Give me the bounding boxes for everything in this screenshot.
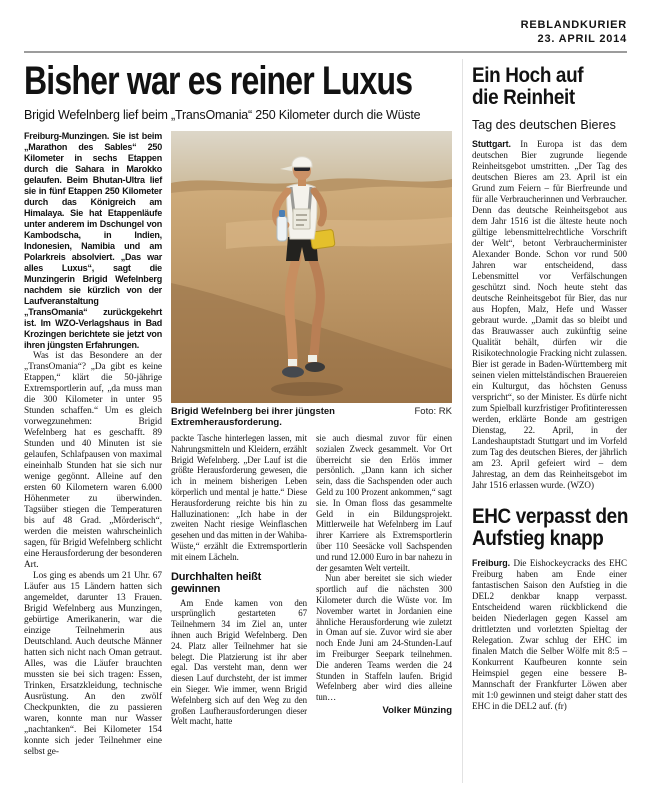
ehc-body: [472, 558, 627, 712]
page-content: [24, 59, 627, 783]
cap: [292, 157, 312, 167]
dune-highlight: [226, 217, 452, 249]
main-columns: [24, 131, 452, 783]
ehc-text: Die Eishockeycracks des EHC Freiburg haben am Ende einer fantastischen Saison den Aufstieg in die DEL2 denkbar knapp verpasst. Entscheidend waren rückblickend die beiden Niederlagen gegen Kassel am drittletzten und vorletzten Spieltag der Relegation. Zwar schlug der EHC im finalen Match die Selber Wölfe mit 8:5 – Konkurrent Kaufbeuren konnte sein Heimspiel gegen eine bessere B-Mannschaft der Frankfurter Löwen aber mit 1:0 gewinnen und steigt daher statt des EHC in die DEL2 auf. (fr): [472, 558, 628, 711]
article-transomania: [24, 59, 452, 783]
main-subheadline: Brigid Wefelnberg lief beim „TransOmania“ 250 Kilometer durch die Wüste: [24, 108, 421, 122]
race-bib: [293, 209, 310, 229]
beer-headline: [472, 65, 612, 109]
masthead-rule: [24, 51, 627, 53]
desert-scene: [171, 131, 452, 403]
beer-headline-line1: Ein Hoch auf: [472, 64, 584, 87]
ehc-headline-line2: Aufstieg knapp: [472, 527, 604, 550]
paragraph: Am Ende kamen von den ursprünglich gestarteten 67 Teilnehmern 34 im Ziel an, unter ihnen auch Brigid Wefelnberg. Den 24. Platz aller Teilnehmer hat sie belegt. Die Platzierung ist ihr aber egal. Das versteht man, denn wer diesen Lauf durchsteht, der ist immer ein Sieger. Wie immer, wenn Brigid Wefelnberg sich auf den Weg zu den großen Laufherausforderungen dieser Welt macht, hatte: [171, 597, 307, 727]
desert-runner-photo: [171, 131, 452, 403]
ehc-headline: [472, 505, 629, 550]
lead-paragraph: Freiburg-Munzingen. Sie ist beim „Marathon des Sables“ 250 Kilometer in sechs Etappen durch die Sahara in Marokko gelaufen. Beim Bhutan-Ultra lief sie in fünf Etappen 250 Kilometer durch das Königreich am Himalaya. Sie hat Etappenläufe unter anderem im Dschungel von Kambodscha, in Indien, Indonesien, Namibia und am Polarkreis absolviert. „Das war alles Luxus“, sagt die Munzingerin Brigid Wefelnberg nachdem sie kürzlich von der Laufveranstaltung „TransOmania“ zurückgekehrt ist. Im WZO-Verlagshaus in Bad Krozingen berichtete sie jetzt von ihren jüngsten Erfahrungen.: [24, 131, 162, 350]
sub-columns: [171, 433, 452, 727]
issue-date: 23. APRIL 2014: [537, 33, 627, 45]
side-column: [462, 59, 627, 783]
photo-credit: Foto: RK: [414, 406, 452, 417]
column-3: [316, 433, 452, 727]
paragraph: Was ist das Besondere an der „TransOmania“? „Da gibt es keine Etappen,“ klärt die 50-jährige Extremsportlerin auf, „da muss man die 300 Kilometer in unter 95 Stunden schaffen.“ Um es gleich vorwegzunehmen: Brigid Wefelnberg hat es geschafft. 89 Stunden und 40 Minuten ist sie gelaufen, Schlafpausen von maximal eineinhalb Stunden hat sie sich nur wenige gegönnt. Alleine auf den ersten 60 Kilometern waren 6.000 Höhenmeter zu überwinden. Tagsüber stiegen die Temperaturen bis auf 48 Grad. „Mörderisch“, werden die meisten wahrscheinlich sagen, für Brigid Wefelnberg schlicht eine Herausforderung der besonderen Art.: [24, 351, 162, 570]
photo-caption-row: [171, 403, 452, 433]
paragraph-continued: packte Tasche hinterlegen lassen, mit Nahrungsmitteln und Kleidern, erzählt Brigid Wefelnberg. „Der Lauf ist die größte Herausforderung gewesen, die ich in meinem bisherigen Leben körperlich und mental je hatte.“ Diese Herausforderung reichte bis hin zu Halluzinationen: „Ich habe in der zweiten Nacht riesige Weinflaschen gesehen und das mitten in der Wahiba-Wüste,“ erzählt die Extremsportlerin mit einem Lächeln.: [171, 433, 307, 562]
paragraph: Los ging es abends um 21 Uhr. 67 Läufer aus 15 Ländern hatten sich angemeldet, darunter 13 Frauen. Brigid Wefelnberg aus Munzingen, gebürtige Amerikanerin, war die einzige Teilnehmerin aus Deutschland. Auch deutsche Männer hatten sich nicht nach Oman getraut. Alles, was die Läufer brauchten mussten sie bei sich tragen: Essen, Trinken, Ersatzkleidung, technische Ausrüstung. An den zwölf Checkpunkten, die zu passieren waren, konnte man nur Wasser „nachtanken“. Bei Kilometer 154 konnte sich jeder Teilnehmer eine selbst ge-: [24, 571, 162, 757]
paragraph-continued: sie auch diesmal zuvor für einen sozialen Zweck gesammelt. Vor Ort überreicht sie den Erlös immer persönlich. „Dann kann ich sicher sein, dass die Sachspenden oder auch Geld zu 100 Prozent ankommen,“ sagt sie. In Oman floss das gesammelte Geld in ein Bildungsprojekt. Mittlerweile hat Wefelnberg im Lauf ihrer Karriere als Extremsportlerin über 110 Seesäcke voll Sachspenden und rund 12.000 Euro in bar nahezu in der gesamten Welt verteilt.: [316, 433, 452, 573]
paper-name: REBLANDKURIER: [520, 19, 627, 31]
shadow: [271, 382, 343, 396]
masthead: [24, 18, 627, 46]
dateline: Freiburg.: [472, 558, 511, 568]
dateline: Stuttgart.: [472, 139, 511, 149]
article-beer: [472, 65, 627, 491]
photo-and-columns: [171, 131, 452, 783]
beer-headline-line2: die Reinheit: [472, 86, 575, 109]
beer-text: In Europa ist das dem deutschen Bier zugrunde liegende Reinheitsgebot umstritten. „Der Tag des deutschen Bieres am 23. April ist ein Grund zum Feiern – für Bierfreunde und für alle Verbraucherinnen und Verbraucher. Denn das deutsche Reinheitsgebot aus dem Jahr 1516 ist die älteste heute noch gültige lebensmittelrechtliche Vorschrift der Welt“, betont Verbraucherminister Alexander Bonde. Schon vor rund 500 Jahren war entscheidend, dass Lebensmittel vor Verfälschungen geschützt sind. Noch heute steht das deutsche Reinheitsgebot für Bier, das nur aus Hopfen, Malz, Hefe und Wasser gebraut wurde. „Damit das so bleibt und das Brauwasser auch zukünftig seine Qualität behält, dürfen wir die Risikotechnologie Fracking nicht zulassen. Bier ist gerade in Baden-Württemberg mit seinen vielen mittelständischen Brauereien ein Kulturgut, das höchsten Genuss verspricht“, so der Minister. Es dürfe nicht zum Spielball kurzfristiger Profitinteressen werden, erklärte Bonde am gestrigen Dienstag, 22. April, in der Landeshauptstadt Stuttgart und im Vorfeld zum Tag des deutschen Bieres, der jährlich am 23. April gefeiert wird – dem Jahrestag, an dem das Reinheitsgebot im Jahr 1516 erlassen wurde. (WZO): [472, 139, 627, 490]
bottle-cap: [279, 210, 285, 217]
paragraph: Nun aber bereitet sie sich wieder sportlich auf die nächsten 300 Kilometer durch die Wüste vor. Im November wartet in Jordanien eine ähnliche Herausforderung wie zuletzt in Oman auf sie. Zuvor wird sie aber noch Ende Juni am 24-Stunden-Lauf im Freiburger Seepark teilnehmen. Die anderen Teams werden die 24 Stunden in Staffeln laufen. Brigid Wefelnberg aber wird dies alleine tun…: [316, 573, 452, 703]
back-sock: [308, 355, 317, 362]
author-byline: Volker Münzing: [382, 704, 452, 716]
beer-body: [472, 139, 627, 491]
back-shoe: [305, 362, 325, 372]
main-headline: Bisher war es reiner Luxus: [24, 59, 413, 103]
beer-kicker: Tag des deutschen Bieres: [472, 118, 616, 132]
water-bottle: [277, 216, 287, 241]
front-shoe: [282, 367, 304, 378]
photo-caption: Brigid Wefelnberg bei ihrer jüngsten Extremherausforderung.: [171, 406, 335, 428]
ehc-headline-line1: EHC verpasst den: [472, 505, 629, 528]
column-1: [24, 131, 162, 783]
crosshead: Durchhalten heißt gewinnen: [171, 570, 262, 595]
article-ehc: [472, 506, 627, 712]
column-2: [171, 433, 307, 727]
photo-figure: [171, 131, 452, 433]
front-sock: [288, 359, 297, 366]
